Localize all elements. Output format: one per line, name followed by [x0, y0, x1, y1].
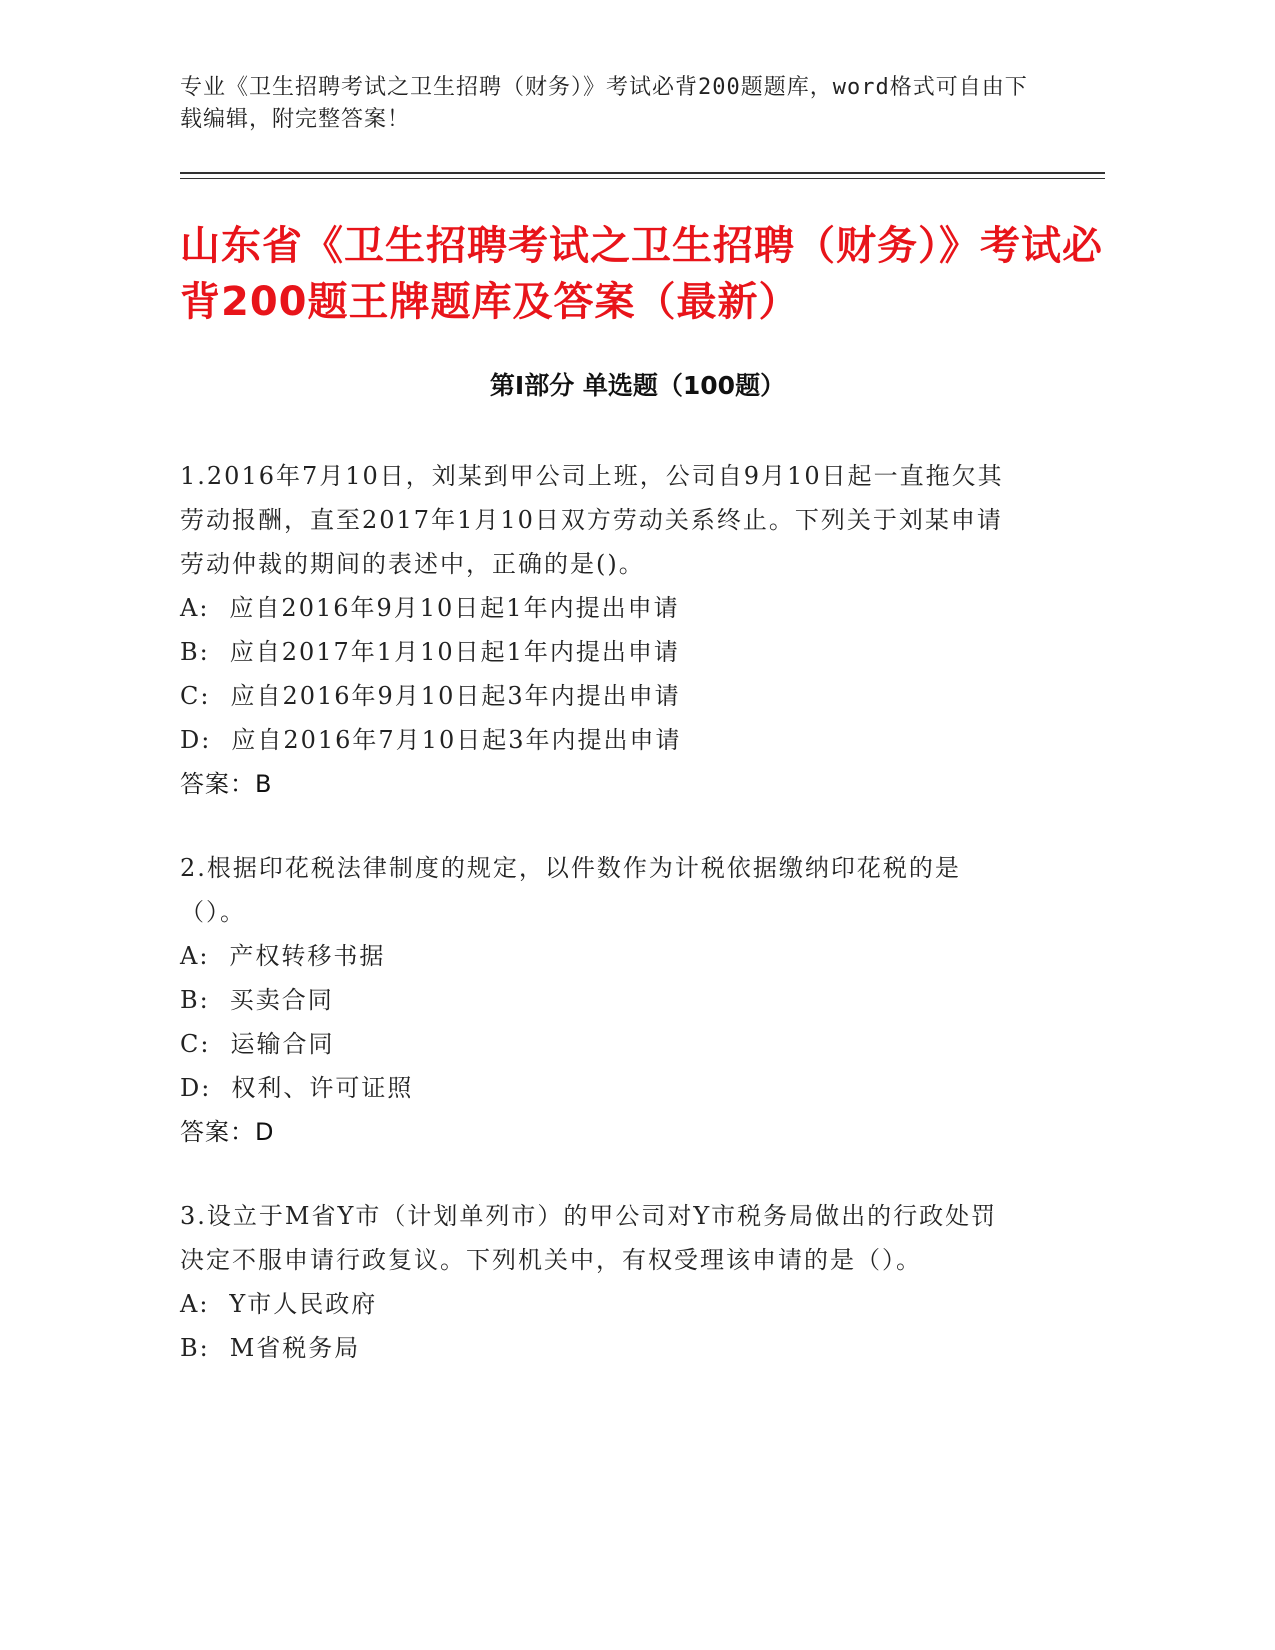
question-text: 根据印花税法律制度的规定，以件数作为计税依据缴纳印花税的是（）。 — [180, 854, 961, 926]
option-b — [180, 630, 1020, 674]
option-letter: D: — [180, 726, 212, 754]
option-text: 运输合同 — [230, 1030, 335, 1058]
answer-label: 答案： — [180, 1118, 255, 1146]
option-text: 权利、许可证照 — [231, 1074, 414, 1102]
option-letter: A: — [180, 1290, 210, 1318]
option-text: 应自2016年7月10日起3年内提出申请 — [231, 726, 682, 754]
answer-value: D — [255, 1118, 275, 1146]
answer-label: 答案： — [180, 770, 255, 798]
option-text: M省税务局 — [229, 1334, 361, 1362]
option-letter: C: — [180, 682, 211, 710]
question-stem — [180, 454, 1020, 586]
option-letter: A: — [180, 942, 210, 970]
header-divider-thin — [180, 178, 1105, 179]
option-text: 产权转移书据 — [229, 942, 386, 970]
option-d — [180, 1066, 1020, 1110]
option-letter: C: — [180, 1030, 211, 1058]
option-text: 应自2016年9月10日起1年内提出申请 — [229, 594, 680, 622]
document-title: 山东省《卫生招聘考试之卫生招聘（财务）》考试必背200题王牌题库及答案（最新） — [180, 223, 1103, 325]
question-number: 3. — [180, 1202, 207, 1230]
option-b — [180, 1326, 1020, 1370]
option-c — [180, 1022, 1020, 1066]
option-a — [180, 934, 1020, 978]
question-2 — [180, 846, 1020, 1154]
header-note: 专业《卫生招聘考试之卫生招聘（财务）》考试必背200题题库，word格式可自由下载编辑，附完整答案！ — [180, 75, 1028, 132]
question-stem — [180, 846, 1020, 934]
option-letter: B: — [180, 638, 210, 666]
question-1 — [180, 454, 1020, 806]
question-list — [180, 454, 1020, 1410]
answer-line — [180, 1110, 1020, 1154]
option-b — [180, 978, 1020, 1022]
option-c — [180, 674, 1020, 718]
question-3 — [180, 1194, 1020, 1370]
option-letter: B: — [180, 1334, 210, 1362]
option-text: Y市人民政府 — [229, 1290, 378, 1318]
answer-line — [180, 762, 1020, 806]
option-text: 买卖合同 — [229, 986, 334, 1014]
header-divider-thick — [180, 172, 1105, 174]
question-text: 设立于M省Y市（计划单列市）的甲公司对Y市税务局做出的行政处罚决定不服申请行政复议。下列机关中，有权受理该申请的是（）。 — [180, 1202, 998, 1274]
question-number: 2. — [180, 854, 207, 882]
option-d — [180, 718, 1020, 762]
answer-value: B — [255, 770, 273, 798]
option-letter: B: — [180, 986, 210, 1014]
option-a — [180, 1282, 1020, 1326]
option-a — [180, 586, 1020, 630]
section-heading: 第I部分 单选题（100题） — [489, 371, 786, 400]
option-text: 应自2016年9月10日起3年内提出申请 — [230, 682, 681, 710]
option-letter: A: — [180, 594, 210, 622]
option-text: 应自2017年1月10日起1年内提出申请 — [229, 638, 680, 666]
question-text: 2016年7月10日，刘某到甲公司上班，公司自9月10日起一直拖欠其劳动报酬，直至2017年1月10日双方劳动关系终止。下列关于刘某申请劳动仲裁的期间的表述中，正确的是()。 — [180, 462, 1004, 578]
option-letter: D: — [180, 1074, 212, 1102]
question-number: 1. — [180, 462, 207, 490]
question-stem — [180, 1194, 1020, 1282]
